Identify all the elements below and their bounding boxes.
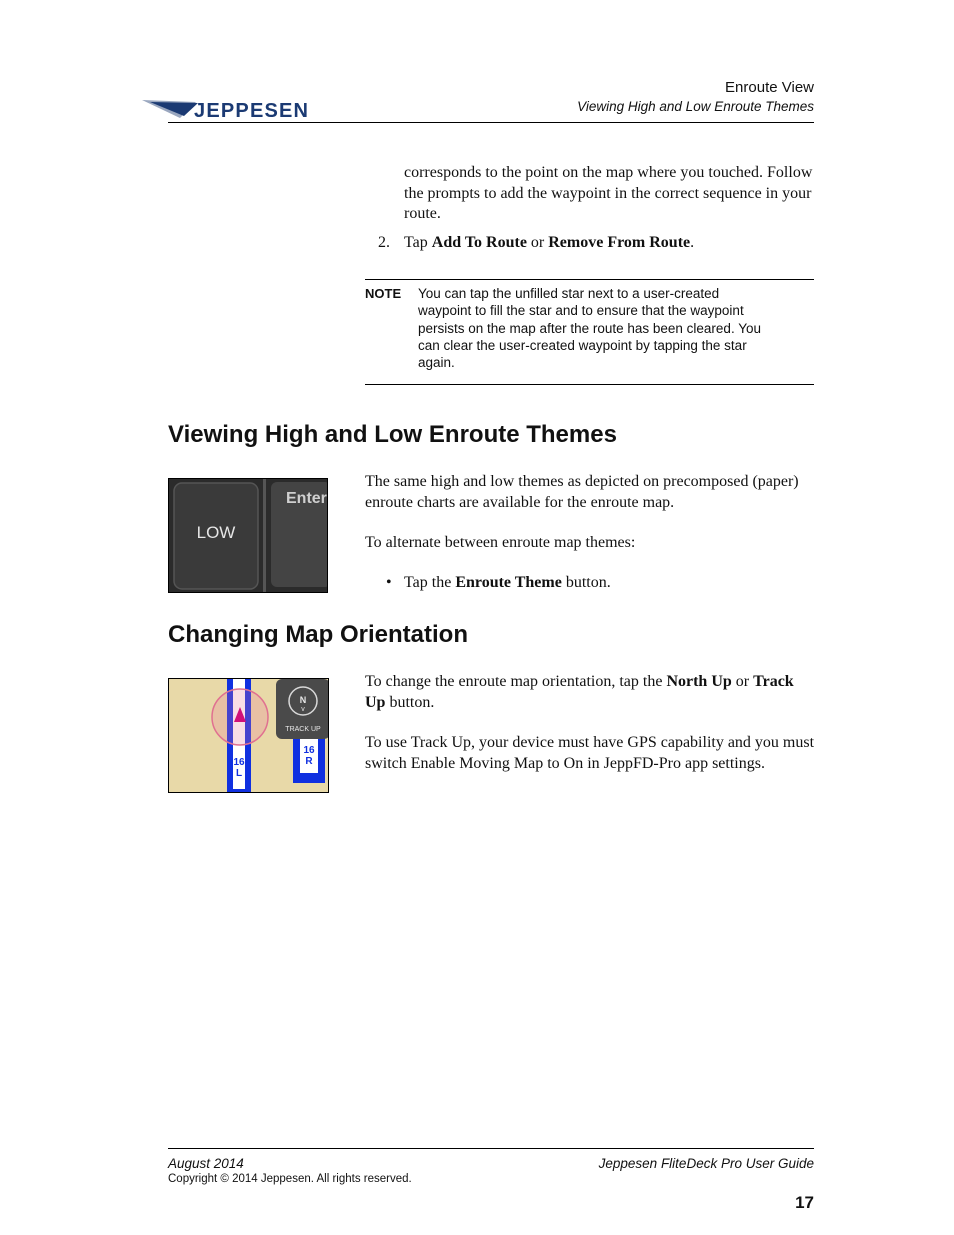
- footer-guide-title: Jeppesen FliteDeck Pro User Guide: [598, 1156, 814, 1171]
- step-number: 2.: [378, 234, 390, 251]
- orientation-paragraph-1: [365, 672, 815, 713]
- page-number: 17: [795, 1193, 814, 1212]
- runway-right-number: 16: [303, 745, 315, 756]
- orientation-paragraph-2: To use Track Up, your device must have GPS capability and you must switch Enable Moving Map to On in JeppFD-Pro app settings.: [365, 734, 815, 772]
- step-2-text: [404, 233, 694, 254]
- enroute-theme-screenshot: [168, 478, 328, 593]
- bullet-suffix: button.: [561, 574, 611, 591]
- orient-middle: or: [731, 673, 754, 690]
- enroute-theme-label: Enroute Theme: [455, 574, 562, 591]
- note-bottom-divider: [365, 384, 814, 385]
- bullet-prefix: Tap the: [404, 574, 456, 591]
- orientation-heading: Changing Map Orientation: [168, 621, 468, 648]
- section-subtitle: Viewing High and Low Enroute Themes: [577, 99, 814, 114]
- footer-date: August 2014: [168, 1156, 244, 1171]
- themes-paragraph-2: To alternate between enroute map themes:: [365, 534, 636, 551]
- step-middle: or: [526, 234, 549, 251]
- note-text: You can tap the unfilled star next to a user-created waypoint to fill the star and to ensure that the waypoint persists on the map after the route has been cleared. You can clear the user-created waypoint by tapping the star again.: [418, 286, 761, 371]
- map-orientation-image: [169, 679, 329, 793]
- low-button-label: LOW: [196, 523, 236, 542]
- bullet-symbol: •: [386, 574, 392, 591]
- step-continuation-text: corresponds to the point on the map where you touched. Follow the prompts to add the waypoint in the correct sequence in your route.: [404, 164, 813, 222]
- runway-right-side: R: [305, 756, 313, 767]
- footer-copyright: Copyright © 2014 Jeppesen. All rights reserved.: [168, 1173, 412, 1185]
- themes-bullet-text: [404, 573, 611, 594]
- themes-heading: Viewing High and Low Enroute Themes: [168, 421, 617, 448]
- footer-divider: [168, 1148, 814, 1149]
- chevron-down-icon: v: [301, 706, 305, 713]
- step-suffix: .: [690, 234, 695, 251]
- button-divider: [263, 479, 266, 593]
- track-up-label: TRACK UP: [285, 726, 321, 733]
- runway-left-number: 16: [233, 757, 245, 768]
- map-orientation-screenshot: [168, 678, 329, 793]
- track-up-text-label: Track Up: [365, 673, 794, 711]
- orient-prefix: To change the enroute map orientation, tap the: [365, 673, 667, 690]
- header-divider: [168, 122, 814, 123]
- step-prefix: Tap: [404, 234, 432, 251]
- note-label: NOTE: [365, 286, 402, 301]
- remove-from-route-label: Remove From Route: [548, 234, 691, 251]
- compass-letter: N: [299, 695, 307, 705]
- jeppesen-logo: [140, 96, 345, 122]
- enroute-theme-image: [169, 479, 328, 593]
- north-up-label: North Up: [666, 673, 732, 690]
- add-to-route-label: Add To Route: [431, 234, 527, 251]
- logo-text: JEPPESEN: [194, 100, 310, 122]
- enter-button-label: Enter: [286, 490, 327, 507]
- themes-paragraph-1: The same high and low themes as depicted on precomposed (paper) enroute charts are available for the enroute map.: [365, 473, 799, 511]
- section-title: Enroute View: [725, 79, 814, 96]
- orient-suffix: button.: [385, 693, 435, 711]
- runway-left-side: L: [235, 768, 243, 779]
- note-top-divider: [365, 279, 814, 280]
